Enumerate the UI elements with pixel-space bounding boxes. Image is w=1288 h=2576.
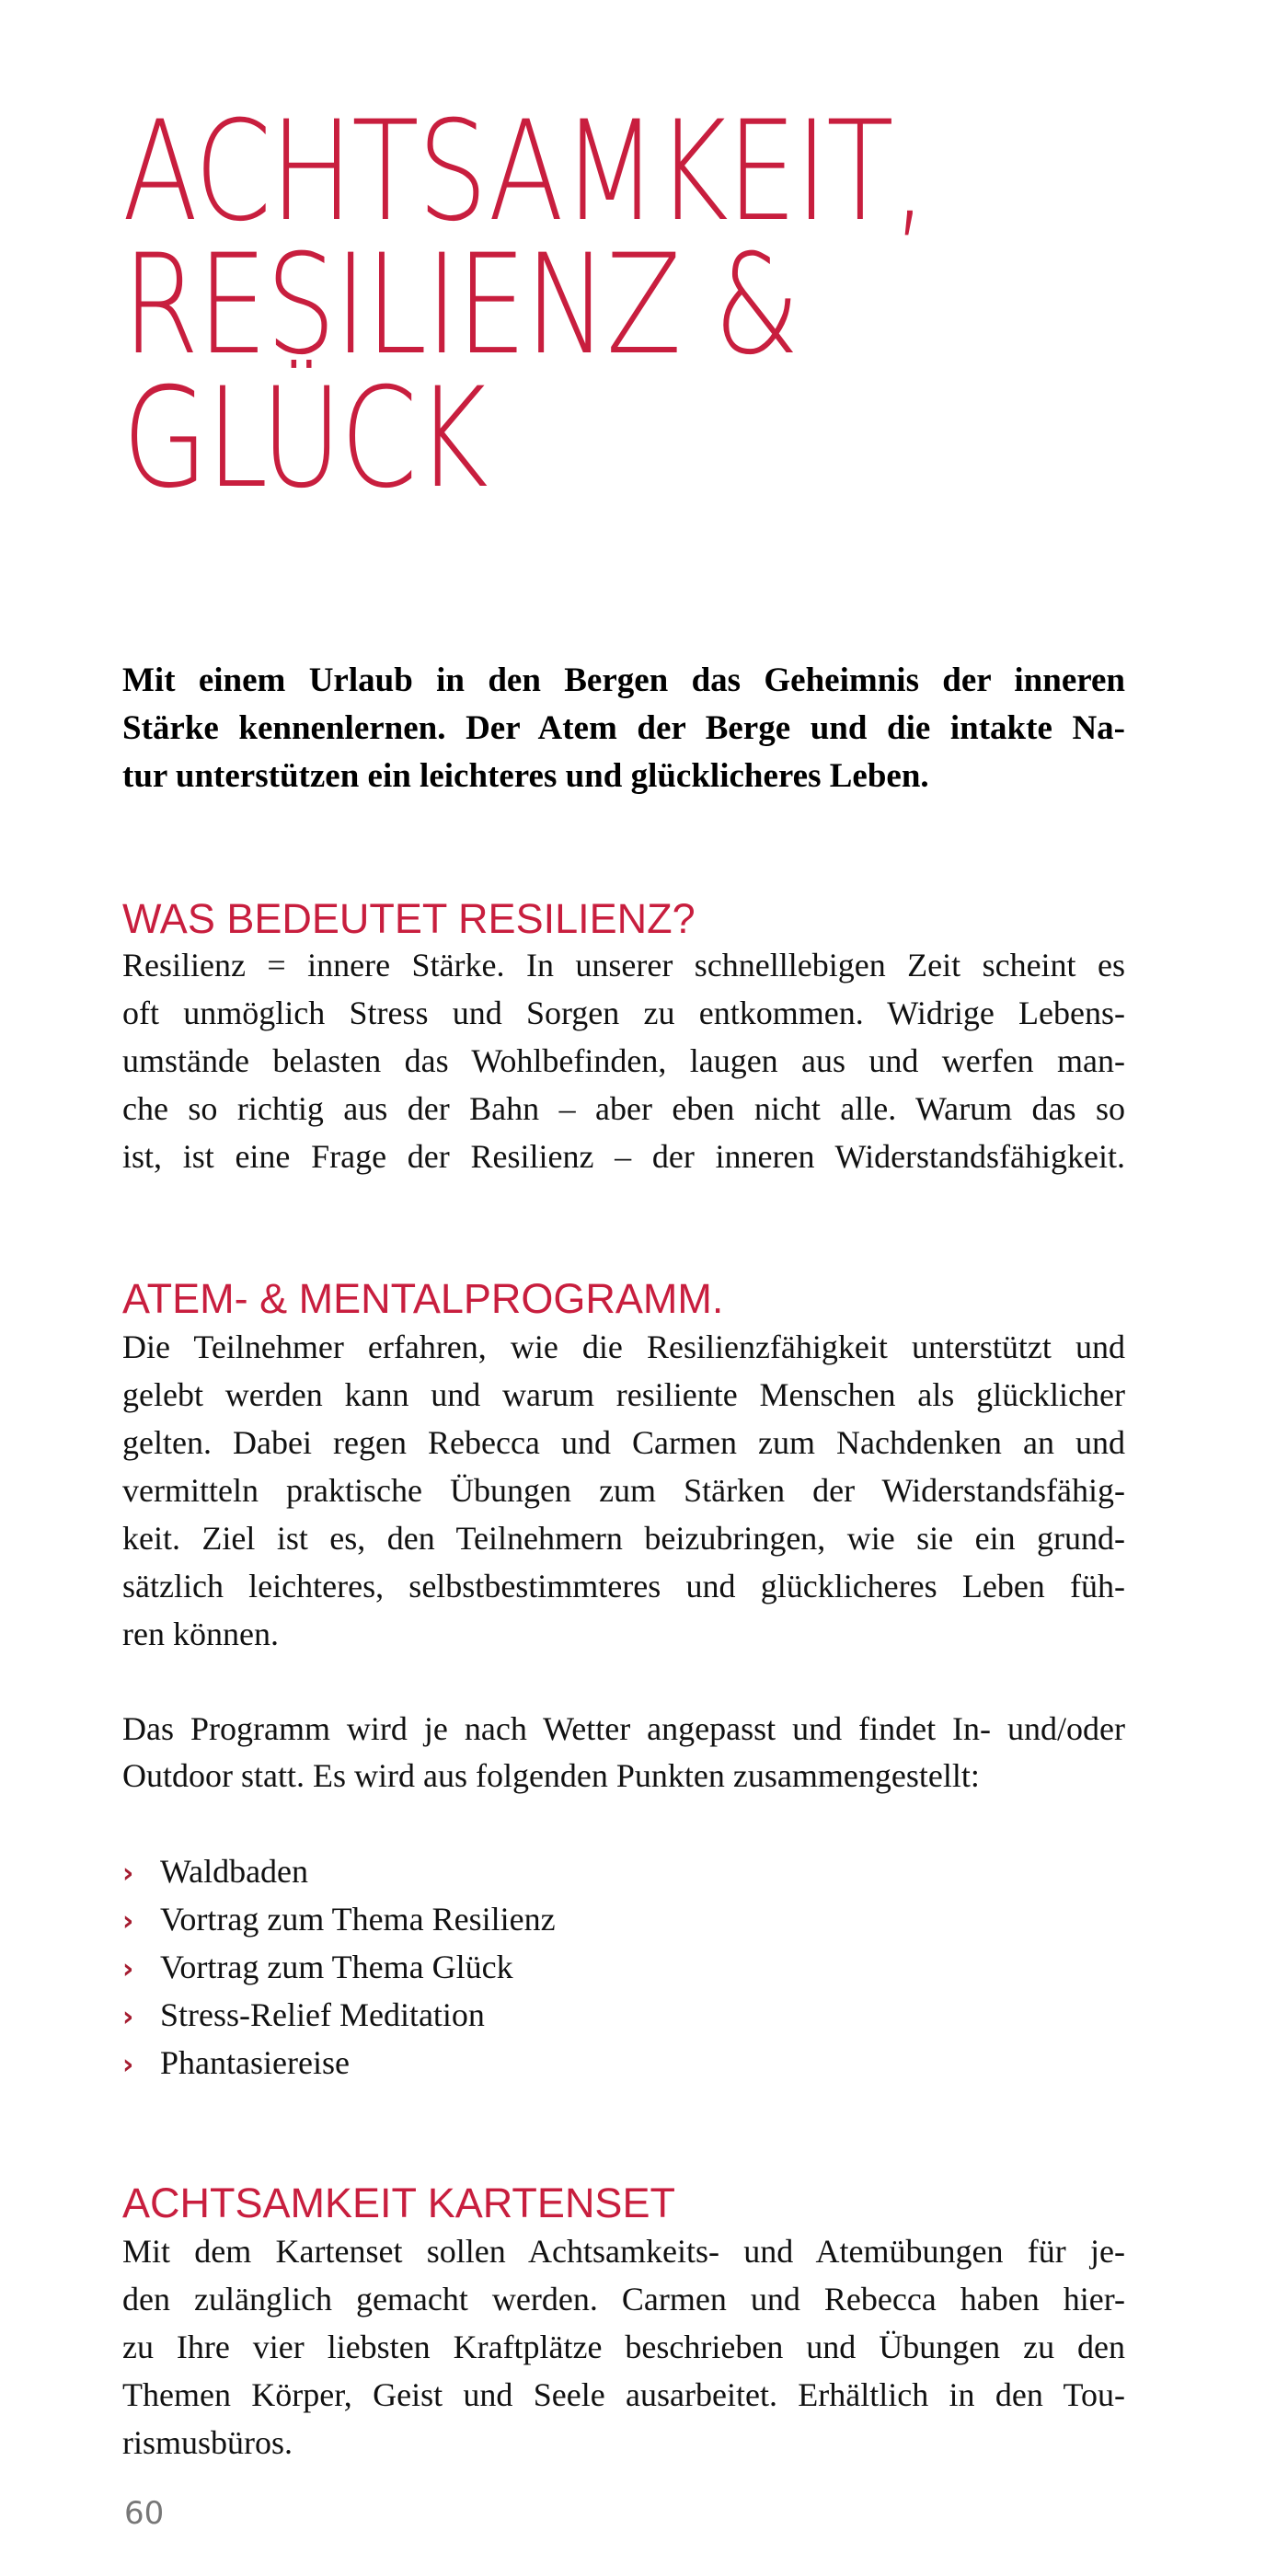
body-line: ren können.	[122, 1616, 279, 1652]
body-line: den zulänglich gemacht werden. Carmen und Rebecca haben hier-	[122, 2281, 1125, 2317]
list-item	[122, 1847, 308, 1895]
list-item-label: Waldbaden	[160, 1853, 309, 1890]
intro-line: tur unterstützen ein leichteres und glücklicheres Leben.	[122, 757, 929, 795]
body-line: umstände belasten das Wohlbefinden, laugen aus und werfen man-	[122, 1042, 1125, 1079]
body-line: keit. Ziel ist es, den Teilnehmern beizubringen, wie sie ein grund-	[122, 1520, 1125, 1557]
body-line: Das Programm wird je nach Wetter angepasst und findet In- und/oder	[122, 1710, 1125, 1747]
list-item-label: Stress-Relief Meditation	[160, 1996, 485, 2033]
body-line: rismusbüros.	[122, 2424, 293, 2461]
body-line: Mit dem Kartenset sollen Achtsamkeits- und Atemübungen für je-	[122, 2233, 1125, 2270]
list-item	[122, 1991, 485, 2039]
chevron-right-icon: ›	[122, 1905, 134, 1938]
chevron-right-icon: ›	[122, 2049, 134, 2081]
body-line: zu Ihre vier liebsten Kraftplätze beschrieben und Übungen zu den	[122, 2329, 1125, 2365]
body-line: gelebt werden kann und warum resiliente Menschen als glücklicher	[122, 1376, 1125, 1413]
list-item	[122, 1895, 556, 1943]
list-item	[122, 1943, 513, 1991]
page-number: 60	[124, 2495, 165, 2532]
section-heading: ACHTSAMKEIT KARTENSET	[122, 2179, 675, 2226]
intro-line: Stärke kennenlernen. Der Atem der Berge und die intakte Na-	[122, 709, 1125, 747]
list-item-label: Vortrag zum Thema Resilienz	[160, 1901, 556, 1938]
chevron-right-icon: ›	[122, 2001, 134, 2033]
title-line: RESILIENZ &	[122, 225, 799, 385]
list-item-label: Phantasiereise	[160, 2044, 350, 2081]
body-line: che so richtig aus der Bahn – aber eben nicht alle. Warum das so	[122, 1090, 1125, 1127]
list-item-label: Vortrag zum Thema Glück	[160, 1949, 513, 1985]
list-item	[122, 2039, 350, 2087]
chevron-right-icon: ›	[122, 1857, 134, 1890]
body-line: ist, ist eine Frage der Resilienz – der inneren Widerstandsfähigkeit.	[122, 1138, 1125, 1175]
title-line: GLÜCK	[122, 359, 488, 519]
body-line: vermitteln praktische Übungen zum Stärken der Widerstandsfähig-	[122, 1472, 1125, 1509]
title-line: ACHTSAMKEIT,	[122, 92, 926, 252]
intro-line: Mit einem Urlaub in den Bergen das Geheimnis der inneren	[122, 661, 1125, 699]
body-line: sätzlich leichteres, selbstbestimmteres und glücklicheres Leben füh-	[122, 1568, 1125, 1604]
body-line: Themen Körper, Geist und Seele ausarbeitet. Erhältlich in den Tou-	[122, 2376, 1125, 2413]
chevron-right-icon: ›	[122, 1953, 134, 1985]
body-line: oft unmöglich Stress und Sorgen zu entkommen. Widrige Lebens-	[122, 995, 1125, 1031]
page-title	[122, 92, 926, 519]
body-line: gelten. Dabei regen Rebecca und Carmen zum Nachdenken an und	[122, 1424, 1125, 1461]
body-line: Die Teilnehmer erfahren, wie die Resilienzfähigkeit unterstützt und	[122, 1328, 1125, 1365]
body-line: Resilienz = innere Stärke. In unserer schnelllebigen Zeit scheint es	[122, 947, 1125, 983]
section-heading: ATEM- & MENTALPROGRAMM.	[122, 1275, 724, 1322]
section-heading: WAS BEDEUTET RESILIENZ?	[122, 895, 696, 942]
body-line: Outdoor statt. Es wird aus folgenden Punkten zusammengestellt:	[122, 1757, 980, 1794]
